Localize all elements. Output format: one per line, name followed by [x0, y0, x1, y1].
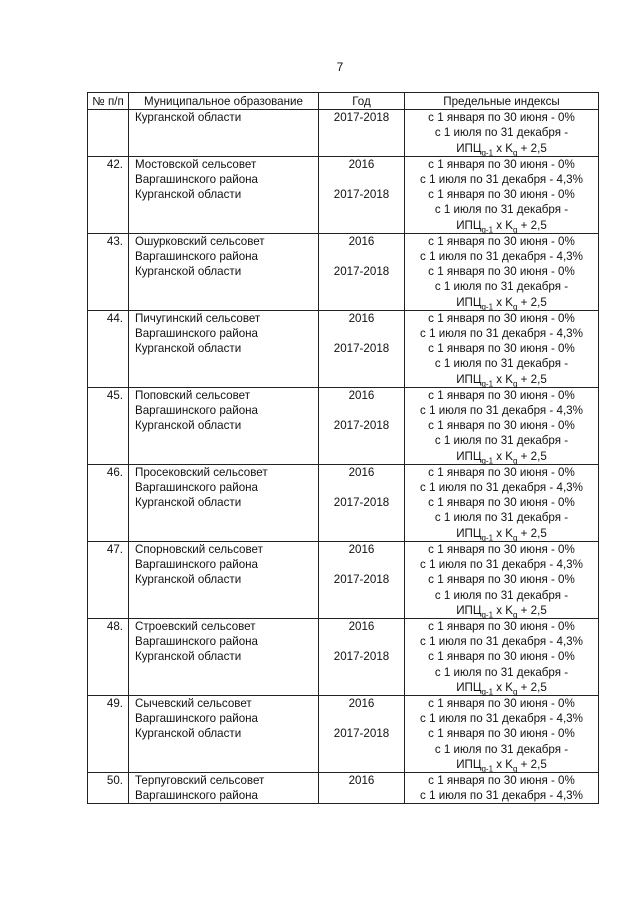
table-row — [88, 541, 599, 618]
formula-ipc-sub: g-1 — [481, 301, 494, 311]
cell-year — [319, 310, 405, 387]
formula-k-sub: g — [513, 378, 518, 388]
formula-plus: + 2,5 — [517, 526, 547, 540]
municipality-line: Варгашинского района — [135, 404, 258, 418]
formula-ipc-sub: g-1 — [481, 378, 494, 388]
cell-num: 44. — [88, 310, 129, 387]
index-line: с 1 января по 30 июня - 0% — [428, 573, 575, 587]
table-row — [88, 310, 599, 387]
cell-indices — [405, 156, 599, 233]
year-value: 2016 — [348, 157, 375, 171]
header-municipality: Муниципальное образование — [129, 93, 319, 110]
table-header-row — [88, 93, 599, 110]
index-formula — [407, 526, 596, 541]
index-line: с 1 июля по 31 декабря - — [434, 588, 569, 602]
municipality-line: Варгашинского района — [135, 250, 258, 264]
year-value: 2017-2018 — [333, 188, 390, 202]
index-line: с 1 января по 30 июня - 0% — [428, 542, 575, 556]
index-formula — [407, 757, 596, 772]
formula-k: x K — [493, 141, 513, 155]
municipality-line: Варгашинского района — [135, 558, 258, 572]
cell-indices — [405, 310, 599, 387]
cell-num: 48. — [88, 618, 129, 695]
cell-num: 50. — [88, 772, 129, 803]
municipality-line: Курганской области — [135, 573, 242, 587]
formula-ipc: ИПЦ — [456, 218, 482, 232]
municipality-line: Просековский сельсовет — [135, 465, 268, 479]
index-line: с 1 января по 30 июня - 0% — [428, 311, 575, 325]
cell-municipality — [129, 156, 319, 233]
year-value: 2017-2018 — [333, 727, 390, 741]
cell-year — [319, 541, 405, 618]
municipality-line: Варгашинского района — [135, 635, 258, 649]
formula-plus: + 2,5 — [517, 295, 547, 309]
index-formula — [407, 295, 596, 310]
municipality-line: Курганской области — [135, 727, 242, 741]
table-row — [88, 233, 599, 310]
year-value: 2017-2018 — [333, 342, 390, 356]
cell-municipality — [129, 464, 319, 541]
index-line: с 1 января по 30 июня - 0% — [428, 619, 575, 633]
table-row-continuation — [88, 110, 599, 157]
index-line: с 1 января по 30 июня - 0% — [428, 342, 575, 356]
index-line: с 1 января по 30 июня - 0% — [428, 157, 575, 171]
formula-plus: + 2,5 — [517, 141, 547, 155]
year-value: 2016 — [348, 696, 375, 710]
cell-municipality — [129, 110, 319, 157]
header-num: № п/п — [88, 93, 129, 110]
cell-num: 42. — [88, 156, 129, 233]
index-line: с 1 января по 30 июня - 0% — [428, 696, 575, 710]
index-line: с 1 июля по 31 декабря - — [434, 280, 569, 294]
cell-municipality — [129, 233, 319, 310]
formula-ipc-sub: g-1 — [481, 455, 494, 465]
cell-indices — [405, 618, 599, 695]
municipality-line: Курганской области — [135, 342, 242, 356]
index-line: с 1 июля по 31 декабря - 4,3% — [420, 558, 583, 572]
formula-plus: + 2,5 — [517, 680, 547, 694]
cell-year — [319, 464, 405, 541]
municipality-line: Курганской области — [135, 111, 242, 125]
municipality-line: Терпуговский сельсовет — [135, 773, 265, 787]
index-formula — [407, 603, 596, 618]
year-value: 2016 — [348, 234, 375, 248]
year-value: 2017-2018 — [333, 419, 390, 433]
formula-k: x K — [493, 295, 513, 309]
formula-k: x K — [493, 603, 513, 617]
cell-year — [319, 233, 405, 310]
index-line: с 1 января по 30 июня - 0% — [428, 265, 575, 279]
index-line: с 1 июля по 31 декабря - 4,3% — [420, 712, 583, 726]
municipality-line: Курганской области — [135, 419, 242, 433]
municipality-line: Сычевский сельсовет — [135, 696, 252, 710]
index-line: с 1 января по 30 июня - 0% — [428, 419, 575, 433]
year-value: 2017-2018 — [333, 496, 390, 510]
index-line: с 1 июля по 31 декабря - — [434, 511, 569, 525]
year-value: 2016 — [348, 388, 375, 402]
cell-year — [319, 618, 405, 695]
index-formula — [407, 680, 596, 695]
formula-k-sub: g — [513, 687, 518, 697]
index-line: с 1 июля по 31 декабря - — [434, 203, 569, 217]
cell-num — [88, 110, 129, 157]
municipality-line: Курганской области — [135, 650, 242, 664]
table-rows — [88, 156, 599, 772]
formula-k-sub: g — [513, 533, 518, 542]
index-line: с 1 января по 30 июня - 0% — [428, 727, 575, 741]
cell-indices — [405, 110, 599, 157]
table-row — [88, 772, 599, 803]
table-row — [88, 618, 599, 695]
cell-indices — [405, 233, 599, 310]
cell-year — [319, 772, 405, 803]
table-row — [88, 464, 599, 541]
year-value: 2016 — [348, 465, 375, 479]
formula-k: x K — [493, 526, 513, 540]
cell-municipality — [129, 618, 319, 695]
index-line: с 1 июля по 31 декабря - — [434, 357, 569, 371]
cell-indices — [405, 387, 599, 464]
index-formula — [407, 141, 596, 156]
municipality-line: Варгашинского района — [135, 712, 258, 726]
year-value: 2016 — [348, 311, 375, 325]
index-line: с 1 января по 30 июня - 0% — [428, 465, 575, 479]
cell-municipality — [129, 695, 319, 772]
municipality-line: Поповский сельсовет — [135, 388, 251, 402]
formula-k: x K — [493, 757, 513, 771]
index-line: с 1 января по 30 июня - 0% — [428, 388, 575, 402]
header-year: Год — [319, 93, 405, 110]
formula-ipc: ИПЦ — [456, 295, 482, 309]
year-value: 2016 — [348, 619, 375, 633]
table-row — [88, 387, 599, 464]
header-indices: Предельные индексы — [405, 93, 599, 110]
formula-ipc: ИПЦ — [456, 603, 482, 617]
formula-ipc-sub: g-1 — [481, 764, 494, 774]
municipality-line: Варгашинского района — [135, 173, 258, 187]
cell-num: 43. — [88, 233, 129, 310]
formula-k-sub: g — [513, 224, 518, 234]
cell-municipality — [129, 387, 319, 464]
municipality-line: Ошурковский сельсовет — [135, 234, 265, 248]
municipality-line: Строевский сельсовет — [135, 619, 256, 633]
formula-ipc-sub: g-1 — [481, 610, 494, 620]
index-line: с 1 января по 30 июня - 0% — [428, 650, 575, 664]
page-number: 7 — [336, 60, 344, 74]
index-line: с 1 января по 30 июня - 0% — [428, 496, 575, 510]
cell-year — [319, 110, 405, 157]
cell-municipality — [129, 772, 319, 803]
municipality-line: Курганской области — [135, 265, 242, 279]
index-line: с 1 января по 30 июня - 0% — [428, 111, 575, 125]
index-formula — [407, 372, 596, 387]
formula-ipc: ИПЦ — [456, 757, 482, 771]
index-line: с 1 июля по 31 декабря - 4,3% — [420, 250, 583, 264]
formula-ipc: ИПЦ — [456, 449, 482, 463]
index-line: с 1 июля по 31 декабря - — [434, 742, 569, 756]
year-value: 2017-2018 — [333, 111, 390, 125]
formula-ipc-sub: g-1 — [481, 147, 494, 157]
formula-k: x K — [493, 680, 513, 694]
formula-k-sub: g — [513, 301, 518, 311]
cell-indices — [405, 464, 599, 541]
formula-plus: + 2,5 — [517, 449, 547, 463]
formula-k-sub: g — [513, 764, 518, 774]
formula-k: x K — [493, 449, 513, 463]
formula-ipc: ИПЦ — [456, 526, 482, 540]
cell-num: 45. — [88, 387, 129, 464]
index-line: с 1 июля по 31 декабря - — [434, 665, 569, 679]
index-line: с 1 июля по 31 декабря - — [434, 434, 569, 448]
municipality-line: Пичугинский сельсовет — [135, 311, 261, 325]
index-line: с 1 января по 30 июня - 0% — [428, 188, 575, 202]
formula-ipc-sub: g-1 — [481, 687, 494, 697]
index-line: с 1 июля по 31 декабря - 4,3% — [420, 789, 583, 803]
table-row — [88, 156, 599, 233]
formula-ipc: ИПЦ — [456, 680, 482, 694]
year-value: 2017-2018 — [333, 650, 390, 664]
formula-k: x K — [493, 218, 513, 232]
formula-ipc-sub: g-1 — [481, 533, 494, 542]
formula-ipc: ИПЦ — [456, 141, 482, 155]
formula-k-sub: g — [513, 610, 518, 620]
year-value: 2017-2018 — [333, 573, 390, 587]
index-formula — [407, 449, 596, 464]
table-row — [88, 695, 599, 772]
index-line: с 1 июля по 31 декабря - 4,3% — [420, 481, 583, 495]
municipality-line: Варгашинского района — [135, 789, 258, 803]
cell-year — [319, 695, 405, 772]
formula-plus: + 2,5 — [517, 372, 547, 386]
index-line: с 1 июля по 31 декабря - 4,3% — [420, 327, 583, 341]
cell-year — [319, 387, 405, 464]
municipality-line: Варгашинского района — [135, 481, 258, 495]
municipality-line: Мостовской сельсовет — [135, 157, 257, 171]
municipality-line: Варгашинского района — [135, 327, 258, 341]
formula-k-sub: g — [513, 455, 518, 465]
formula-ipc-sub: g-1 — [481, 224, 494, 234]
formula-plus: + 2,5 — [517, 757, 547, 771]
index-line: с 1 июля по 31 декабря - — [434, 126, 569, 140]
cell-indices — [405, 541, 599, 618]
year-value: 2017-2018 — [333, 265, 390, 279]
year-value: 2016 — [348, 773, 375, 787]
cell-indices — [405, 695, 599, 772]
index-line: с 1 июля по 31 декабря - 4,3% — [420, 173, 583, 187]
year-value: 2016 — [348, 542, 375, 556]
formula-k: x K — [493, 372, 513, 386]
cell-indices — [405, 772, 599, 803]
cell-year — [319, 156, 405, 233]
cell-num: 49. — [88, 695, 129, 772]
index-line: с 1 июля по 31 декабря - 4,3% — [420, 635, 583, 649]
limit-indices-table — [87, 92, 599, 804]
index-formula — [407, 218, 596, 233]
municipality-line: Курганской области — [135, 496, 242, 510]
municipality-line: Курганской области — [135, 188, 242, 202]
index-line: с 1 января по 30 июня - 0% — [428, 234, 575, 248]
cell-num: 47. — [88, 541, 129, 618]
formula-plus: + 2,5 — [517, 218, 547, 232]
municipality-line: Спорновский сельсовет — [135, 542, 263, 556]
index-line: с 1 января по 30 июня - 0% — [428, 773, 575, 787]
formula-k-sub: g — [513, 147, 518, 157]
cell-num: 46. — [88, 464, 129, 541]
index-line: с 1 июля по 31 декабря - 4,3% — [420, 404, 583, 418]
formula-ipc: ИПЦ — [456, 372, 482, 386]
cell-municipality — [129, 310, 319, 387]
cell-municipality — [129, 541, 319, 618]
formula-plus: + 2,5 — [517, 603, 547, 617]
